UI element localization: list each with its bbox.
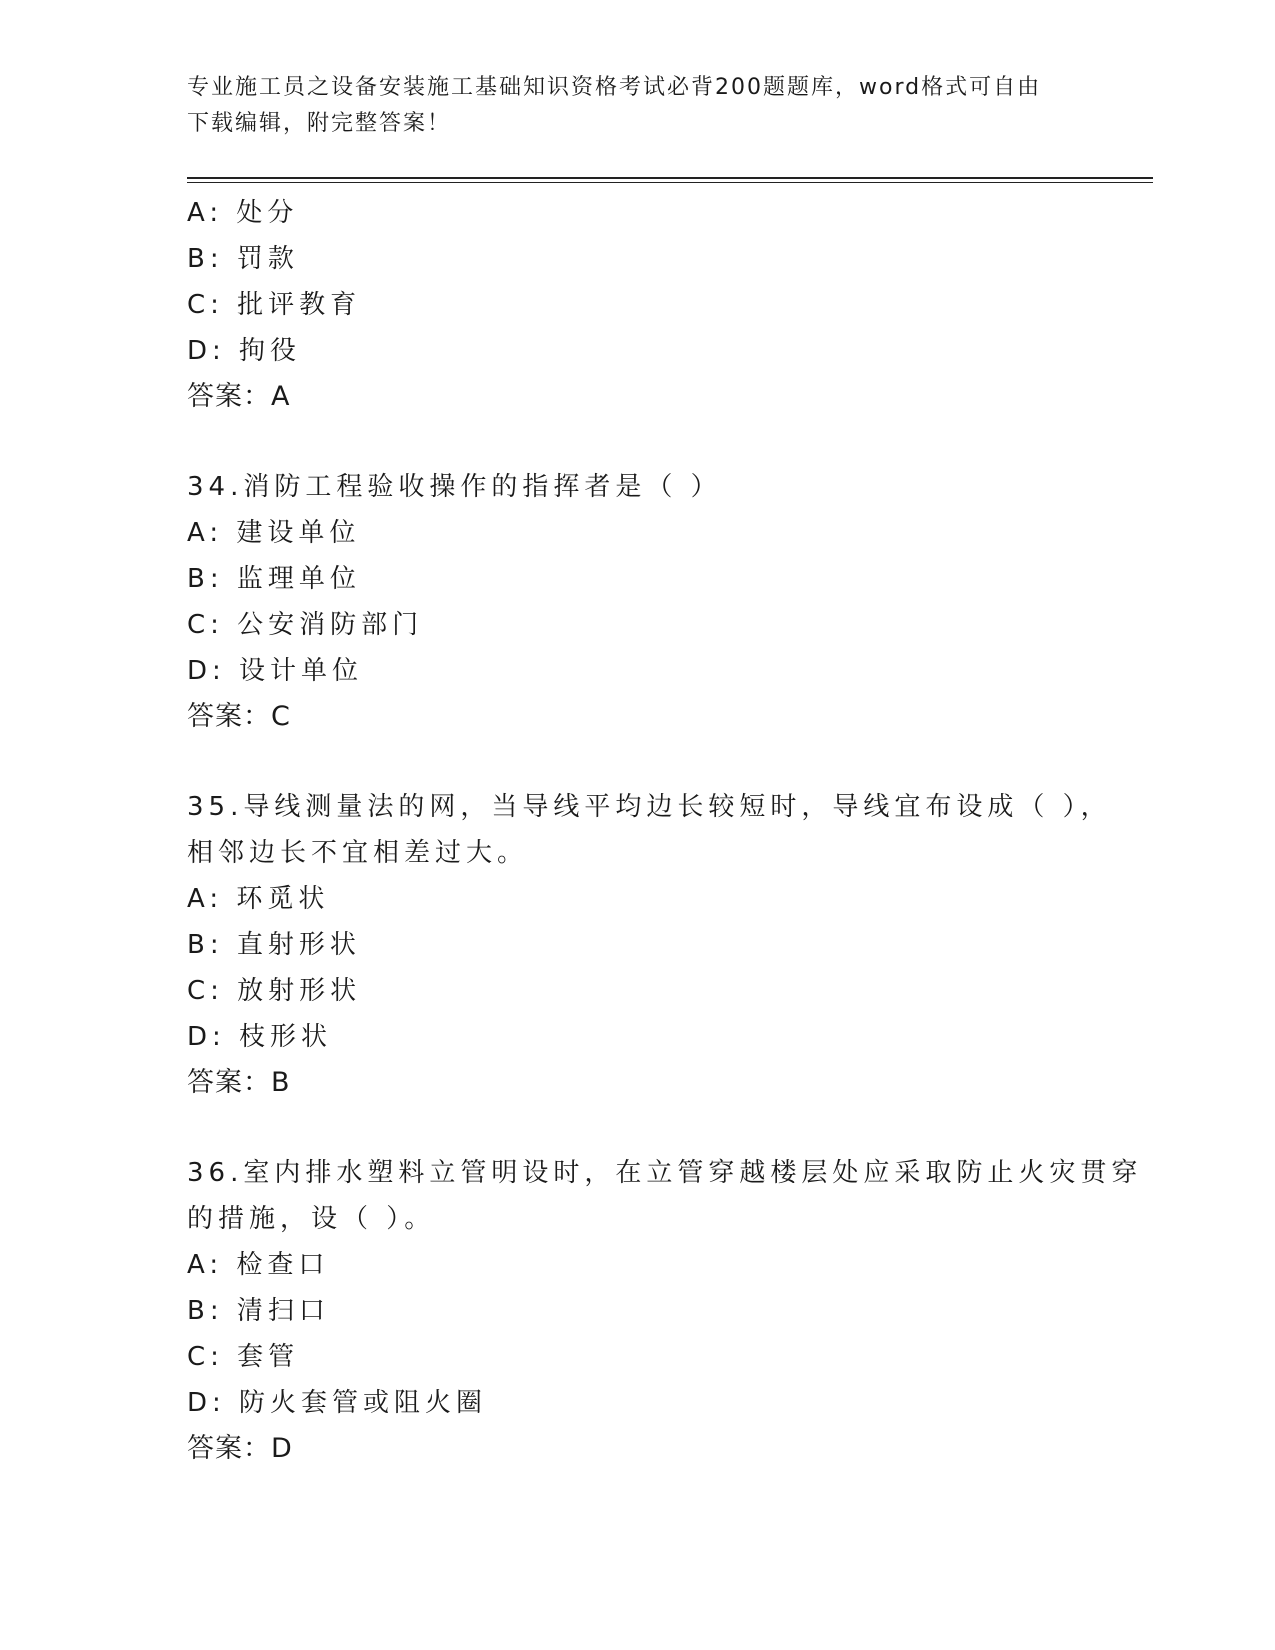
question-34 [187, 464, 1087, 740]
answer: 答案：D [187, 1433, 293, 1464]
option-c: C: 放射形状 [187, 976, 362, 1006]
option-b: B: 罚款 [187, 244, 299, 274]
header-line-1: 专业施工员之设备安装施工基础知识资格考试必背200题题库，word格式可自由 [187, 75, 1042, 100]
option-a: A: 环觅状 [187, 884, 330, 914]
option-b: B: 清扫口 [187, 1296, 330, 1326]
question-text: 34.消防工程验收操作的指挥者是（ ） [187, 472, 722, 502]
option-a: A: 检查口 [187, 1250, 330, 1280]
header-line-2: 下载编辑，附完整答案！ [187, 111, 452, 136]
answer: 答案：C [187, 701, 291, 732]
header-rule-thin [187, 182, 1153, 183]
header-rule-thick [187, 177, 1153, 179]
question-text: 36.室内排水塑料立管明设时，在立管穿越楼层处应采取防止火灾贯穿 [187, 1158, 1143, 1188]
option-c: C: 批评教育 [187, 290, 362, 320]
option-d: D: 拘役 [187, 336, 302, 366]
document-header [187, 70, 1077, 142]
option-d: D: 设计单位 [187, 656, 364, 686]
question-text: 35.导线测量法的网，当导线平均边长较短时，导线宜布设成（ ）， [187, 792, 1112, 822]
question-33 [187, 190, 1087, 420]
option-d: D: 防火套管或阻火圈 [187, 1388, 488, 1418]
option-a: A: 建设单位 [187, 518, 361, 548]
option-a: A: 处分 [187, 198, 299, 228]
option-c: C: 公安消防部门 [187, 610, 424, 640]
option-b: B: 监理单位 [187, 564, 361, 594]
option-d: D: 枝形状 [187, 1022, 333, 1052]
question-35 [187, 784, 1112, 1106]
option-c: C: 套管 [187, 1342, 300, 1372]
question-text-cont: 的措施，设（ ）。 [187, 1204, 436, 1234]
answer: 答案：A [187, 381, 291, 412]
question-list [187, 190, 1143, 1472]
question-36 [187, 1150, 1143, 1472]
question-text-cont: 相邻边长不宜相差过大。 [187, 838, 529, 868]
option-b: B: 直射形状 [187, 930, 361, 960]
answer: 答案：B [187, 1067, 291, 1098]
